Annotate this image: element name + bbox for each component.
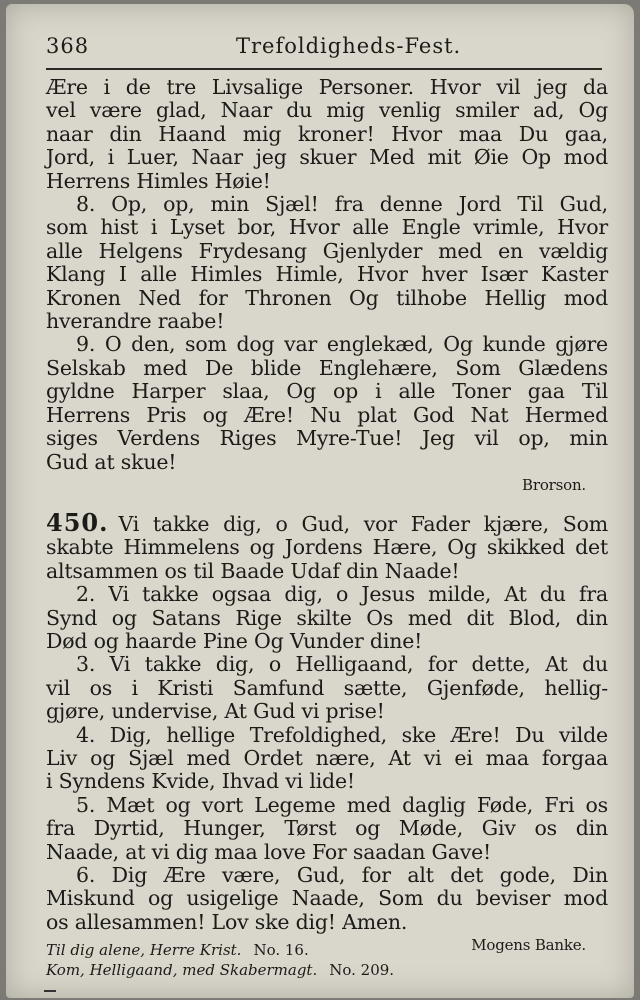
page-body — [46, 76, 608, 957]
footer-reference — [46, 940, 602, 960]
book-page — [6, 4, 634, 998]
text-line: Herrens Himles Høie! — [46, 168, 271, 193]
hymn-first-line-text: Vi takke dig, o Gud, vor Fader kjære, Som — [118, 511, 608, 536]
text-line: skabte Himmelens og Jordens Hære, Og skikked det — [46, 535, 608, 560]
reference-title: Til dig alene, Herre Krist. — [46, 941, 242, 959]
text-line: siges Verdens Riges Myre-Tue! Jeg vil op, min — [46, 426, 608, 451]
verse-start-line: 6. Dig Ære være, Gud, for alt det gode, Din — [76, 863, 608, 887]
footer-references — [46, 940, 602, 980]
text-line: alle Helgens Frydesang Gjenlyder med en vældig — [46, 238, 608, 263]
text-line: vel være glad, Naar du mig venlig smiler ad, Og — [46, 98, 608, 123]
verse-start-line: 8. Op, op, min Sjæl! fra denne Jord Til Gud, — [76, 192, 608, 217]
text-line: Død og haarde Pine Og Vunder dine! — [46, 628, 423, 653]
hymn-gap — [46, 497, 608, 511]
text-line: gyldne Harper slaa, Og op i alle Toner gaa Til — [46, 379, 608, 404]
text-line: fra Dyrtid, Hunger, Tørst og Møde, Giv os din — [46, 816, 608, 841]
text-line: som hist i Lyset bor, Hvor alle Engle vrimle, Hvor — [46, 215, 608, 240]
text-line: Klang I alle Himles Himle, Hvor hver Især Kaster — [46, 262, 608, 287]
page-number: 368 — [46, 34, 90, 58]
text-line: Selskab med De blide Englehære, Som Glædens — [46, 355, 608, 380]
footer-reference — [46, 960, 602, 980]
hymn-first-line — [46, 507, 608, 537]
page-header — [46, 34, 602, 64]
verse-start-line: 9. O den, som dog var englekæd, Og kunde gjøre — [76, 332, 608, 357]
text-line: vil os i Kristi Samfund sætte, Gjenføde, hellig- — [46, 675, 608, 700]
text-line: naar din Haand mig kroner! Hvor maa Du gaa, — [46, 121, 608, 146]
text-line: altsammen os til Baade Udaf din Naade! — [46, 558, 460, 583]
text-line: gjøre, undervise, At Gud vi prise! — [46, 699, 385, 724]
text-line: Liv og Sjæl med Ordet nære, At vi ei maa forgaa — [46, 745, 608, 770]
text-line: i Syndens Kvide, Ihvad vi lide! — [46, 769, 355, 794]
hymn-author: Mogens Banke. — [471, 936, 586, 955]
verse-start-line: 4. Dig, hellige Trefoldighed, ske Ære! Du vilde — [76, 722, 608, 747]
signature-mark — [44, 990, 56, 992]
text-line: Miskund og usigelige Naade, Som du beviser mod — [46, 886, 608, 911]
reference-number: No. 16. — [253, 941, 309, 959]
text-line: os allesammen! Lov ske dig! Amen. — [46, 909, 408, 934]
text-line: Naade, at vi dig maa love For saadan Gave! — [46, 839, 492, 864]
verse-start-line: 3. Vi takke dig, o Helligaand, for dette, At du — [76, 652, 608, 677]
running-title: Trefoldigheds-Fest. — [236, 34, 462, 58]
hymn-author: Brorson. — [522, 475, 586, 494]
text-line: Ære i de tre Livsalige Personer. Hvor vil jeg da — [46, 75, 608, 99]
hymn-number: 450. — [46, 507, 109, 537]
text-line: Kronen Ned for Thronen Og tilhobe Hellig mod — [46, 285, 608, 310]
verse-start-line: 2. Vi takke ogsaa dig, o Jesus milde, At du fra — [76, 582, 608, 607]
reference-number: No. 209. — [329, 961, 395, 979]
text-line: hverandre raabe! — [46, 309, 225, 334]
verse-start-line: 5. Mæt og vort Legeme med daglig Føde, Fri os — [76, 792, 608, 817]
text-line: Herrens Pris og Ære! Nu plat God Nat Hermed — [46, 402, 608, 427]
text-line: Gud at skue! — [46, 449, 177, 474]
text-line: Jord, i Luer, Naar jeg skuer Med mit Øie Op mod — [46, 145, 608, 170]
reference-title: Kom, Helligaand, med Skabermagt. — [46, 961, 318, 979]
text-line: Synd og Satans Rige skilte Os med dit Blod, din — [46, 605, 608, 630]
header-rule — [46, 68, 602, 70]
